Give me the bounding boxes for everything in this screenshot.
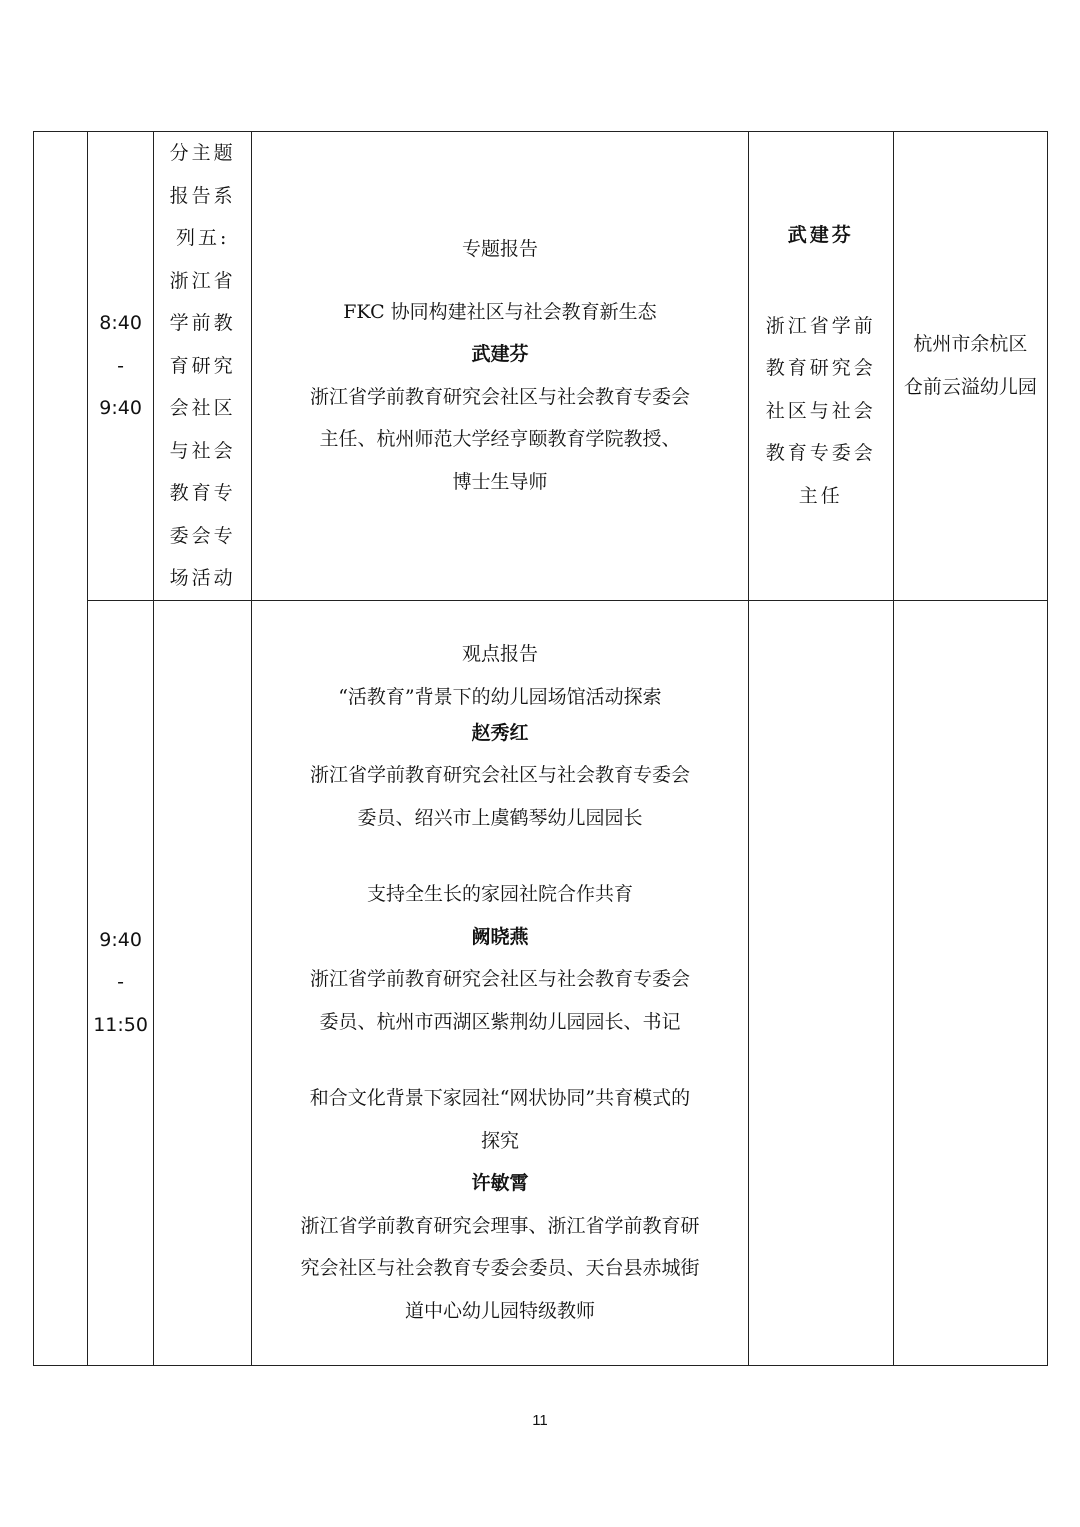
- theme-line: 列五:: [175, 227, 230, 249]
- talk-topic: FKC 协同构建社区与社会教育新生态: [343, 300, 657, 323]
- time-start: 9:40: [99, 928, 142, 951]
- speaker-name: 赵秀红: [471, 722, 529, 744]
- time-separator: -: [117, 971, 124, 994]
- theme-line: 育研究: [169, 354, 236, 377]
- speaker-title-line: 浙江省学前教育研究会社区与社会教育专委会: [309, 385, 690, 408]
- talk-topic: 支持全生长的家园社院合作共育: [366, 883, 633, 905]
- blank-cell: [34, 132, 88, 1366]
- theme-line: 学前教: [169, 312, 236, 334]
- time-start: 8:40: [99, 312, 142, 334]
- theme-line: 场活动: [169, 567, 236, 589]
- theme-cell: [154, 132, 252, 601]
- report-type: 专题报告: [461, 238, 538, 261]
- time-cell: [88, 600, 154, 1365]
- theme-line: 报告系: [169, 184, 236, 207]
- schedule-row: [34, 600, 1048, 1365]
- speaker-title-line: 浙江省学前教育研究会社区与社会教育专委会: [309, 968, 690, 990]
- page-number: 11: [532, 1412, 548, 1429]
- venue-cell: [893, 132, 1047, 601]
- host-title-line: 社区与社会: [765, 399, 876, 422]
- speaker-title-line: 主任、杭州师范大学经亨颐教育学院教授、: [319, 428, 681, 451]
- host-title-line: 教育专委会: [765, 442, 876, 465]
- theme-cell: [154, 600, 252, 1365]
- talk-topic: 探究: [480, 1129, 519, 1152]
- talk-topic: “活教育”背景下的幼儿园场馆活动探索: [338, 685, 662, 708]
- time-end: 9:40: [99, 397, 142, 419]
- speaker-name: 阙晓燕: [471, 925, 529, 948]
- speaker-title-line: 委员、绍兴市上虞鹤琴幼儿园园长: [357, 806, 643, 829]
- speaker-title-line: 委员、杭州市西湖区紫荆幼儿园园长、书记: [319, 1010, 681, 1033]
- speaker-title-line: 浙江省学前教育研究会社区与社会教育专委会: [309, 764, 690, 786]
- speaker-title-line: 浙江省学前教育研究会理事、浙江省学前教育研: [300, 1214, 700, 1237]
- content-cell: [252, 132, 748, 601]
- host-title-line: 浙江省学前: [765, 314, 876, 337]
- speaker-title-line: 道中心幼儿园特级教师: [404, 1299, 595, 1322]
- host-cell: [748, 600, 893, 1365]
- theme-line: 教育专: [169, 482, 236, 504]
- host-name: 武建芬: [787, 224, 854, 247]
- time-cell: [88, 132, 154, 601]
- time-end: 11:50: [93, 1013, 148, 1036]
- speaker-title-line: 博士生导师: [452, 470, 548, 493]
- venue-cell: [893, 600, 1047, 1365]
- venue-line: 杭州市余杭区: [913, 333, 1028, 356]
- theme-line: 浙江省: [169, 269, 236, 292]
- report-type: 观点报告: [461, 643, 538, 665]
- host-cell: [748, 132, 893, 601]
- host-title-line: 主任: [798, 484, 843, 507]
- host-title-line: 教育研究会: [765, 357, 876, 380]
- talk-topic: 和合文化背景下家园社“网状协同”共育模式的: [309, 1087, 691, 1109]
- schedule-table: [33, 131, 1048, 1366]
- content-cell: [252, 600, 748, 1365]
- speaker-name: 武建芬: [471, 343, 529, 366]
- theme-line: 分主题: [169, 142, 236, 164]
- schedule-row: [34, 132, 1048, 601]
- speaker-title-line: 究会社区与社会教育专委会委员、天台县赤城街: [300, 1257, 700, 1279]
- theme-line: 会社区: [169, 397, 236, 419]
- speaker-name: 许敏霄: [471, 1172, 529, 1194]
- theme-line: 与社会: [169, 439, 236, 462]
- venue-line: 仓前云溢幼儿园: [903, 375, 1037, 398]
- time-separator: -: [117, 354, 124, 377]
- theme-line: 委会专: [169, 524, 236, 547]
